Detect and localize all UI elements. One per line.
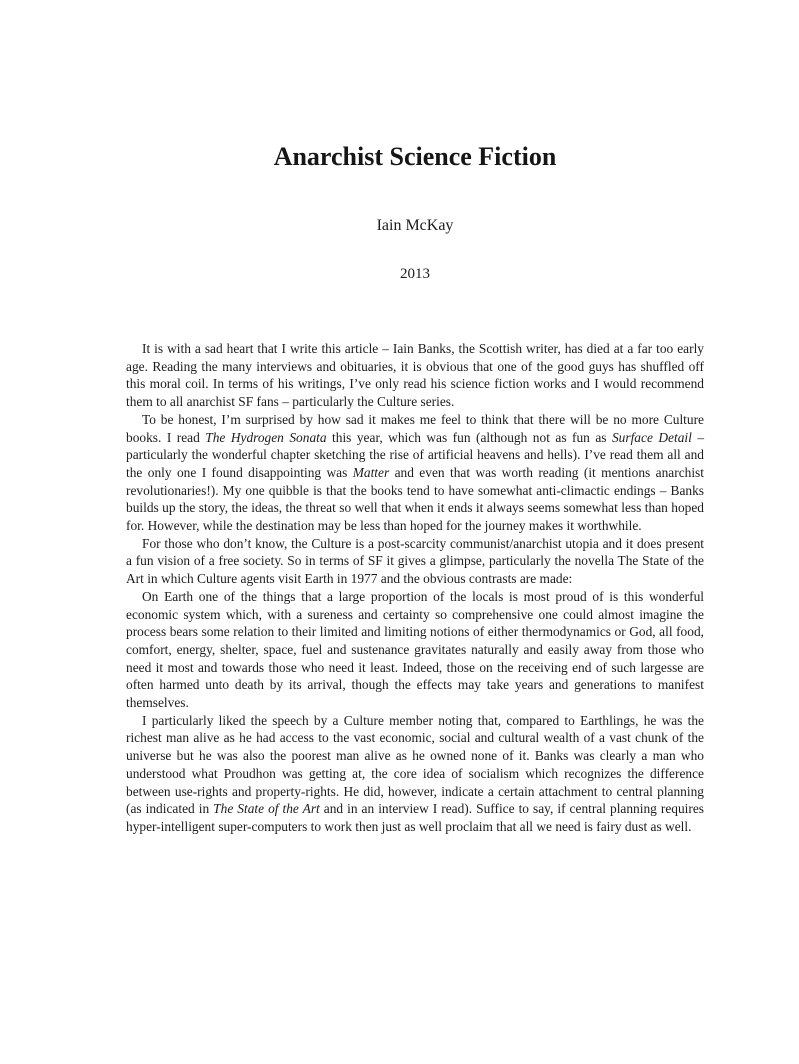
text-run: The Hydrogen Sonata	[205, 429, 327, 445]
text-run: The State of the Art	[213, 801, 320, 817]
author-name: Iain McKay	[376, 217, 454, 234]
text-run: To be honest, I’m surprised by how sad it makes me feel to think that there will be no more Culture books. I read	[126, 411, 704, 445]
text-run: Matter	[352, 464, 390, 480]
article-body	[126, 340, 704, 836]
paragraph	[126, 340, 704, 411]
text-run: It is with a sad heart that I write this article – Iain Banks, the Scottish writer, has died at a far too early age. Reading the many interviews and obituaries, it is obvious that one of the good guys has shuffled off this moral coil. In terms of his writings, I’ve only read his science fiction works and I would recommend them to all anarchist SF fans – particularly the Culture series.	[126, 341, 704, 410]
text-run: and even that was worth reading (it mentions anarchist revolutionaries!). My one quibble is that the books tend to have somewhat anti-climactic endings – Banks builds up the story, the ideas, the threat so well that when it ends it always seems somewhat less than hoped for. However, while the destination may be less than hoped for the journey makes it worthwhile.	[126, 464, 704, 534]
text-run: this year, which was fun (although not as fun as	[326, 429, 612, 445]
text-run: Surface Detail	[611, 429, 692, 445]
text-run: – particularly the wonderful chapter sketching the rise of artificial heavens and hells). I’ve read them all and the only one I found disappointing was	[126, 429, 705, 480]
text-run: and in an interview I read). Suffice to say, if central planning requires hyper-intelligent super-computers to work then just as well proclaim that all we need is fairy dust as well.	[126, 801, 704, 834]
paragraph	[126, 535, 704, 588]
text-run: On Earth one of the things that a large proportion of the locals is most proud of is this wonderful economic system which, with a sureness and certainty so comprehensive one could almost imagine the process bears some relation to their limited and limiting notions of either thermodynamics or God, all food, comfort, energy, shelter, space, fuel and sustenance gravitates naturally and easily away from those who need it most and towards those who need it least. Indeed, those on the receiving end of such largesse are often harmed unto death by its arrival, though the effects may take years and generations to manifest themselves.	[126, 588, 704, 711]
text-run: For those who don’t know, the Culture is a post-scarcity communist/anarchist utopia and it does present a fun vision of a free society. So in terms of SF it gives a glimpse, particularly the novella The State of the Art in which Culture agents visit Earth in 1977 and the obvious contrasts are made:	[126, 535, 704, 587]
paragraph	[126, 411, 704, 535]
publication-date: 2013	[400, 266, 430, 282]
page-title: Anarchist Science Fiction	[273, 142, 557, 171]
paragraph	[126, 712, 704, 836]
paragraph	[126, 588, 704, 712]
text-run: I particularly liked the speech by a Culture member noting that, compared to Earthlings, he was the richest man alive as he had access to the vast economic, social and cultural wealth of a vast chunk of the universe but he was also the poorest man alive as he owned none of it. Banks was clearly a man who understood what Proudhon was getting at, the core idea of socialism which recognizes the difference between use-rights and property-rights. He did, however, indicate a certain attachment to central planning (as indicated in	[126, 712, 704, 817]
